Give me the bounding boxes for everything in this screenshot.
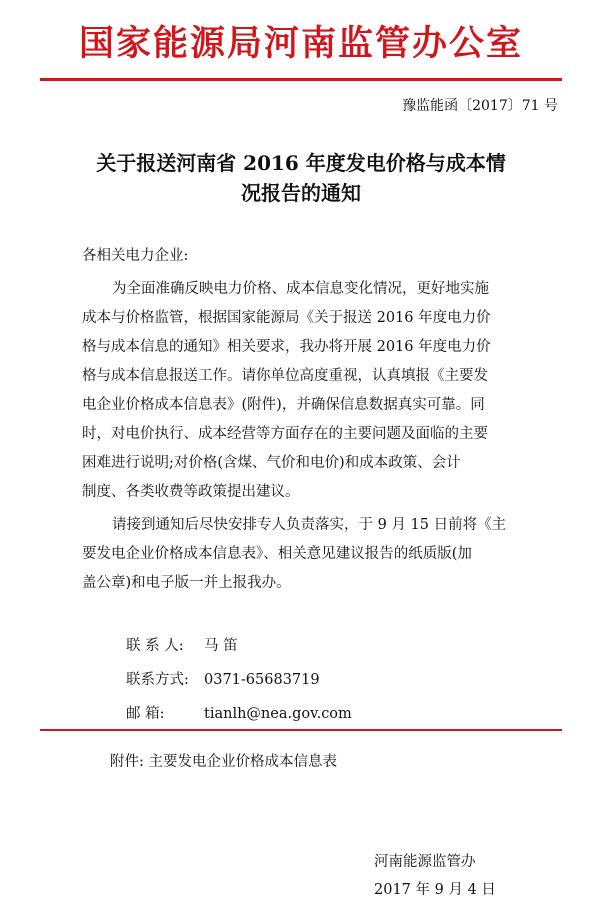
contact-phone-value: 0371-65683719 <box>204 672 320 688</box>
paragraph-line: 要发电企业价格成本信息表》、相关意见建议报告的纸质版(加 <box>82 546 472 562</box>
contact-phone-label: 联系方式: <box>126 672 189 688</box>
paragraph-line: 困难进行说明;对价格(含煤、气价和电价)和成本政策、会计 <box>82 455 461 471</box>
addressee: 各相关电力企业: <box>82 248 189 264</box>
signing-date: 2017 年 9 月 4 日 <box>374 882 496 898</box>
issuing-office-header: 国家能源局河南监管办公室 <box>78 23 523 64</box>
contact-phone <box>126 670 320 690</box>
header-divider <box>40 78 562 81</box>
paragraph-line: 格与成本信息报送工作。请你单位高度重视，认真填报《主要发 <box>82 368 488 384</box>
paragraph-line: 成本与价格监管，根据国家能源局《关于报送 2016 年度电力价 <box>82 310 491 326</box>
title-line-1: 关于报送河南省 2016 年度发电价格与成本情 <box>96 151 506 175</box>
paragraph-line: 盖公章)和电子版一并上报我办。 <box>82 575 291 591</box>
footer-divider <box>40 729 562 731</box>
contact-person-value: 马 笛 <box>204 638 238 654</box>
body-paragraph-2 <box>82 511 542 598</box>
document-title <box>60 148 542 208</box>
contact-email-label: 邮 箱: <box>126 706 165 722</box>
paragraph-line: 时，对电价执行、成本经营等方面存在的主要问题及面临的主要 <box>82 426 488 442</box>
paragraph-line: 格与成本信息的通知》相关要求，我办将开展 2016 年度电力价 <box>82 339 491 355</box>
signing-office: 河南能源监管办 <box>374 854 476 870</box>
document-number: 豫监能函〔2017〕71 号 <box>402 98 558 114</box>
paragraph-line: 请接到通知后尽快安排专人负责落实，于 9 月 15 日前将《主 <box>112 517 507 533</box>
contact-email-value: tianlh@nea.gov.com <box>204 706 352 722</box>
attachment-note: 附件: 主要发电企业价格成本信息表 <box>110 754 337 770</box>
paragraph-line: 制度、各类收费等政策提出建议。 <box>82 484 300 500</box>
title-line-2: 况报告的通知 <box>241 181 361 205</box>
body-paragraph-1 <box>82 275 542 507</box>
contact-person <box>126 636 238 656</box>
paragraph-line: 为全面准确反映电力价格、成本信息变化情况，更好地实施 <box>112 281 489 297</box>
paragraph-line: 电企业价格成本信息表》(附件)，并确保信息数据真实可靠。同 <box>82 397 485 413</box>
contact-person-label: 联 系 人: <box>126 638 184 654</box>
contact-email <box>126 704 352 724</box>
